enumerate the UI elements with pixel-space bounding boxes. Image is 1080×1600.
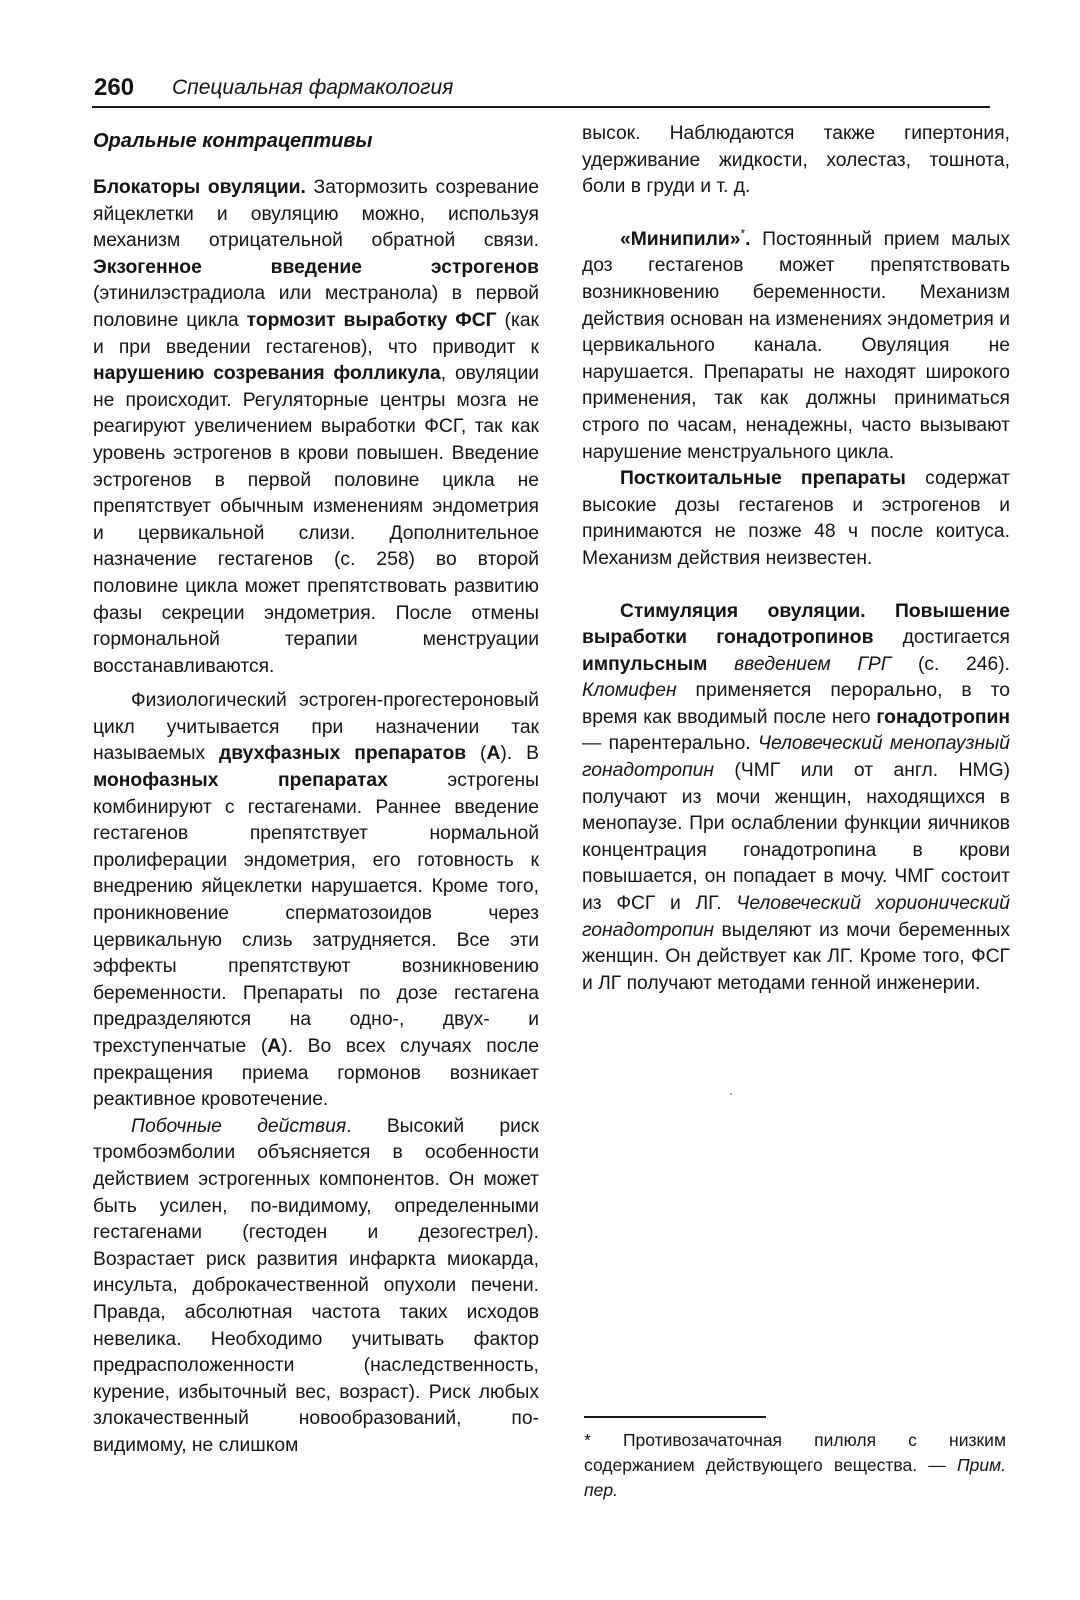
spacer [582,201,1010,227]
bold-run: . [745,228,751,250]
header-rule [92,106,990,108]
italic-run: введением ГРГ [734,653,892,675]
paragraph-postcoital [582,466,1010,572]
text-run: выделяют из мочи беременных женщин. Он действует как ЛГ. Кроме того, ФСГ и ЛГ получают методами генной инженерии. [582,919,1010,994]
text-run: применяется перорально, в то время как вводимый после него [582,680,1010,728]
left-column [93,122,539,1460]
bold-run: гонадотропин [876,706,1010,728]
right-column [582,121,1010,997]
footnote-rule [584,1416,766,1418]
page-number: 260 [94,74,135,101]
paragraph-lead: Блокаторы овуляции. [93,177,306,198]
spacer [582,573,1010,599]
paragraph-ovulation-blockers [93,175,539,680]
footnote-text [584,1428,1006,1503]
bold-run: двухфазных препаратов [219,743,467,765]
footnote-marker: * [740,226,746,241]
text-run: содержат высокие дозы гестагенов и эстрогенов и принимаются не позже 48 ч после коитуса. Механизм действия неизвестен. [582,468,1010,569]
section-title: Оральные контрацептивы [93,130,373,152]
paragraph-continued: высок. Наблюдаются также гипертония, удерживание жидкости, холестаз, тошнота, боли в груди и т. д. [582,123,1010,198]
bold-run: тормозит выработку ФСГ [246,309,497,331]
italic-run: Прим. пер. [584,1455,1006,1500]
scan-speck [730,1093,732,1095]
figure-ref: А [267,1036,282,1057]
text-run: Постоянный прием малых доз гестагенов может препятствовать возникновению беременности. Механизм действия основан на изменениях эндометрия и цервикального канала. Овуляция не нарушается. Препараты не находят широкого применения, так как должны приниматься строго по часам, ненадежны, часто вызывают нарушение менструального цикла. [582,228,1010,463]
text-run: . Высокий риск тромбоэмболии объясняется в особенности действием эстрогенных компонентов. Он может быть усилен, по-видимому, определенными гестагенами (гестоден и дезогестрел). Возрастает риск развития инфаркта миокарда, инсульта, доброкачественной опухоли печени. Правда, абсолютная частота таких исходов невелика. Необходимо учитывать фактор предрасположенности (наследственность, курение, избыточный вес, возраст). Риск любых злокачественный новообразований, по-видимому, не слишком [93,1115,539,1456]
text-run: * Противозачаточная пилюля с низким содержанием действующего вещества. — [584,1430,1006,1475]
bold-run: Посткоитальные препараты [620,468,906,490]
paragraph-ovulation-stimulation [582,599,1010,998]
bold-run: монофазных препаратах [93,770,388,792]
text-run: Затормозить созревание яйцеклетки и овуляцию можно, используя механизм отрицательной обратной связи. [93,177,540,252]
text-run [707,654,734,675]
paragraph-biphasic [93,688,539,1114]
page-header [92,74,992,106]
text-run: — парентерально. [582,733,758,755]
text-run: Физиологический эстроген-прогестероновый цикл учитывается при назначении так называемых [93,690,539,765]
footnote [584,1428,1006,1503]
bold-run: «Минипили» [620,228,741,250]
running-title: Специальная фармакология [172,76,454,99]
text-run: (этинилэстрадиола или местранола) в первой половине цикла [93,283,539,331]
text-run: ). Во всех случаях после прекращения приема гормонов возникает реактивное кровотечение. [93,1036,539,1111]
bold-run: Экзогенное введение эстрогенов [93,256,539,278]
text-run: , овуляции не происходит. Регуляторные центры мозга не реагируют увеличением выработки ФСГ, так как уровень эстрогенов в крови повышен. Введение эстрогенов в первой половине цикла не препятствует обычным изменениям эндометрия и цервикальной слизи. Дополнительное назначение гестагенов (с. 258) во второй половине цикла может препятствовать развитию фазы секреции эндометрия. После отмены гормональной терапии менструации восстанавливаются. [93,363,539,677]
figure-ref: А [486,743,501,765]
bold-run: импульсным [582,653,708,675]
italic-run: Человеческий хорионический гонадотропин [582,893,1011,941]
text-run: (как и при введении гестагенов), что приводит к [93,309,539,358]
bold-run: Стимуляция овуляции. Повышение выработки гонадотропинов [582,600,1010,649]
text-run: (ЧМГ или от англ. HMG) получают из мочи женщин, находящихся в менопаузе. При ослаблении функции яичников концентрация гонадотропина в крови повышается, он попадает в мочу. ЧМГ состоит из ФСГ и ЛГ. [582,760,1010,915]
text-run: эстрогены комбинируют с гестагенами. Раннее введение гестагенов препятствует нормальной пролиферации эндометрия, его готовность к внедрению яйцеклетки нарушается. Кроме того, проникновение сперматозоидов через цервикальную слизь затрудняется. Все эти эффекты препятствуют возникновению беременности. Препараты по дозе гестагена предразделяются на одно-, двух- и трехступенчатые ( [93,770,539,1057]
italic-run: Кломифен [582,680,677,702]
text-run: ( [466,743,487,765]
italic-run: Побочные действия [131,1115,347,1137]
paragraph-minipills [582,227,1010,466]
text-run: ). В [500,743,540,765]
text-run: достигается [873,627,1010,649]
bold-run: нарушению созревания фолликула [93,363,441,385]
spacer [93,680,539,688]
text-run: (с. 246). [891,653,1010,675]
paragraph-side-effects [93,1114,539,1460]
italic-run: Человеческий менопаузный гонадотропин [582,733,1010,782]
